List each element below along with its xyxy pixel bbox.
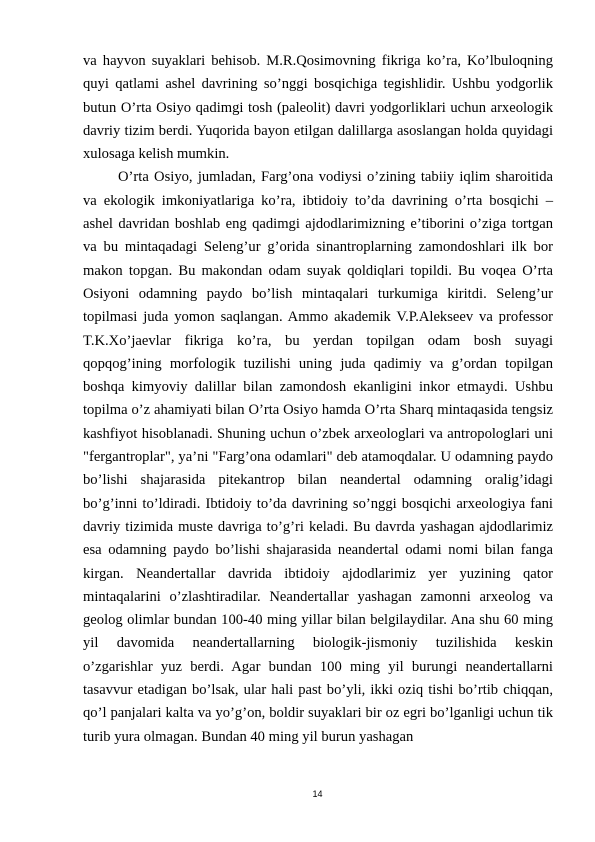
paragraph-main: O’rta Osiyo, jumladan, Farg’ona vodiysi o’zining tabiiy iqlim sharoitida va ekologik imkoniyatlariga ko’ra, ibtidoiy to’da davrining o’rta bosqichi – ashel davridan boshlab eng qadimgi ajdodlarimizning e’tiborini o’ziga tortgan va bu mintaqadagi Seleng’ur g’orida sinantroplarning zamondoshlari ilk bor makon topgan. Bu makondan odam suyak qoldiqlari topildi. Bu voqea O’rta Osiyoni odamning paydo bo’lish mintaqalari turkumiga kiritdi. Seleng’ur topilmasi juda yomon saqlangan. Ammo akademik V.P.Alekseev va professor T.K.Xo’jaevlar fikriga ko’ra, bu yerdan topilgan odam bosh suyagi qopqog’ining morfologik tuzilishi uning juda qadimiy va g’ordan topilgan boshqa kimyoviy dalillar bilan zamondosh ekanligini inkor etmaydi. Ushbu topilma o’z ahamiyati bilan O’rta Osiyo hamda O’rta Sharq mintaqasida tengsiz kashfiyot hisoblanadi. Shuning uchun o’zbek arxeologlari va antropologlari uni "fergantroplar", ya’ni "Farg’ona odamlari" deb atamoqdalar. U odamning paydo bo’lishi shajarasida pitekantrop bilan neandertal odamning oralig’idagi bo’g’inni to’ldiradi. Ibtidoiy to’da davrining so’nggi bosqichi arxeologiya fani davriy tizimida muste davriga to’g’ri keladi. Bu davrda yashagan ajdodlarimiz esa odamning paydo bo’lishi shajarasida neandertal odami nomi bilan fanga kirgan. Neandertallar davrida ibtidoiy ajdodlarimiz yer yuzining qator mintaqalarini o’zlashtiradilar. Neandertallar yashagan zamonni arxeolog va geolog olimlar bundan 100-40 ming yillar bilan belgilaydilar. Ana shu 60 ming yil davomida neandertallarning biologik-jismoniy tuzilishida keskin o’zgarishlar yuz berdi. Agar bundan 100 ming yil burungi neandertallarni tasavvur etadigan bo’lsak, ular hali past bo’yli, ikki oziq tishi bo’rtib chiqqan, qo’l panjalari kalta va yo’g’on, boldir suyaklari bir oz egri bo’lganligi uchun tik turib yura olmagan. Bundan 40 ming yil burun yashagan (83, 169, 553, 745)
page-number: 14 (312, 789, 323, 799)
paragraph-continuation: va hayvon suyaklari behisob. M.R.Qosimovning fikriga ko’ra, Ko’lbuloqning quyi qatlami ashel davrining so’nggi bosqichiga tegishlidir. Ushbu yodgorlik butun O’rta Osiyo qadimgi tosh (paleolit) davri yodgorliklari uchun arxeologik davriy tizim berdi. Yuqorida bayon etilgan dalillarga asoslangan holda quyidagi xulosaga kelish mumkin. (83, 53, 553, 163)
document-page (83, 50, 553, 749)
